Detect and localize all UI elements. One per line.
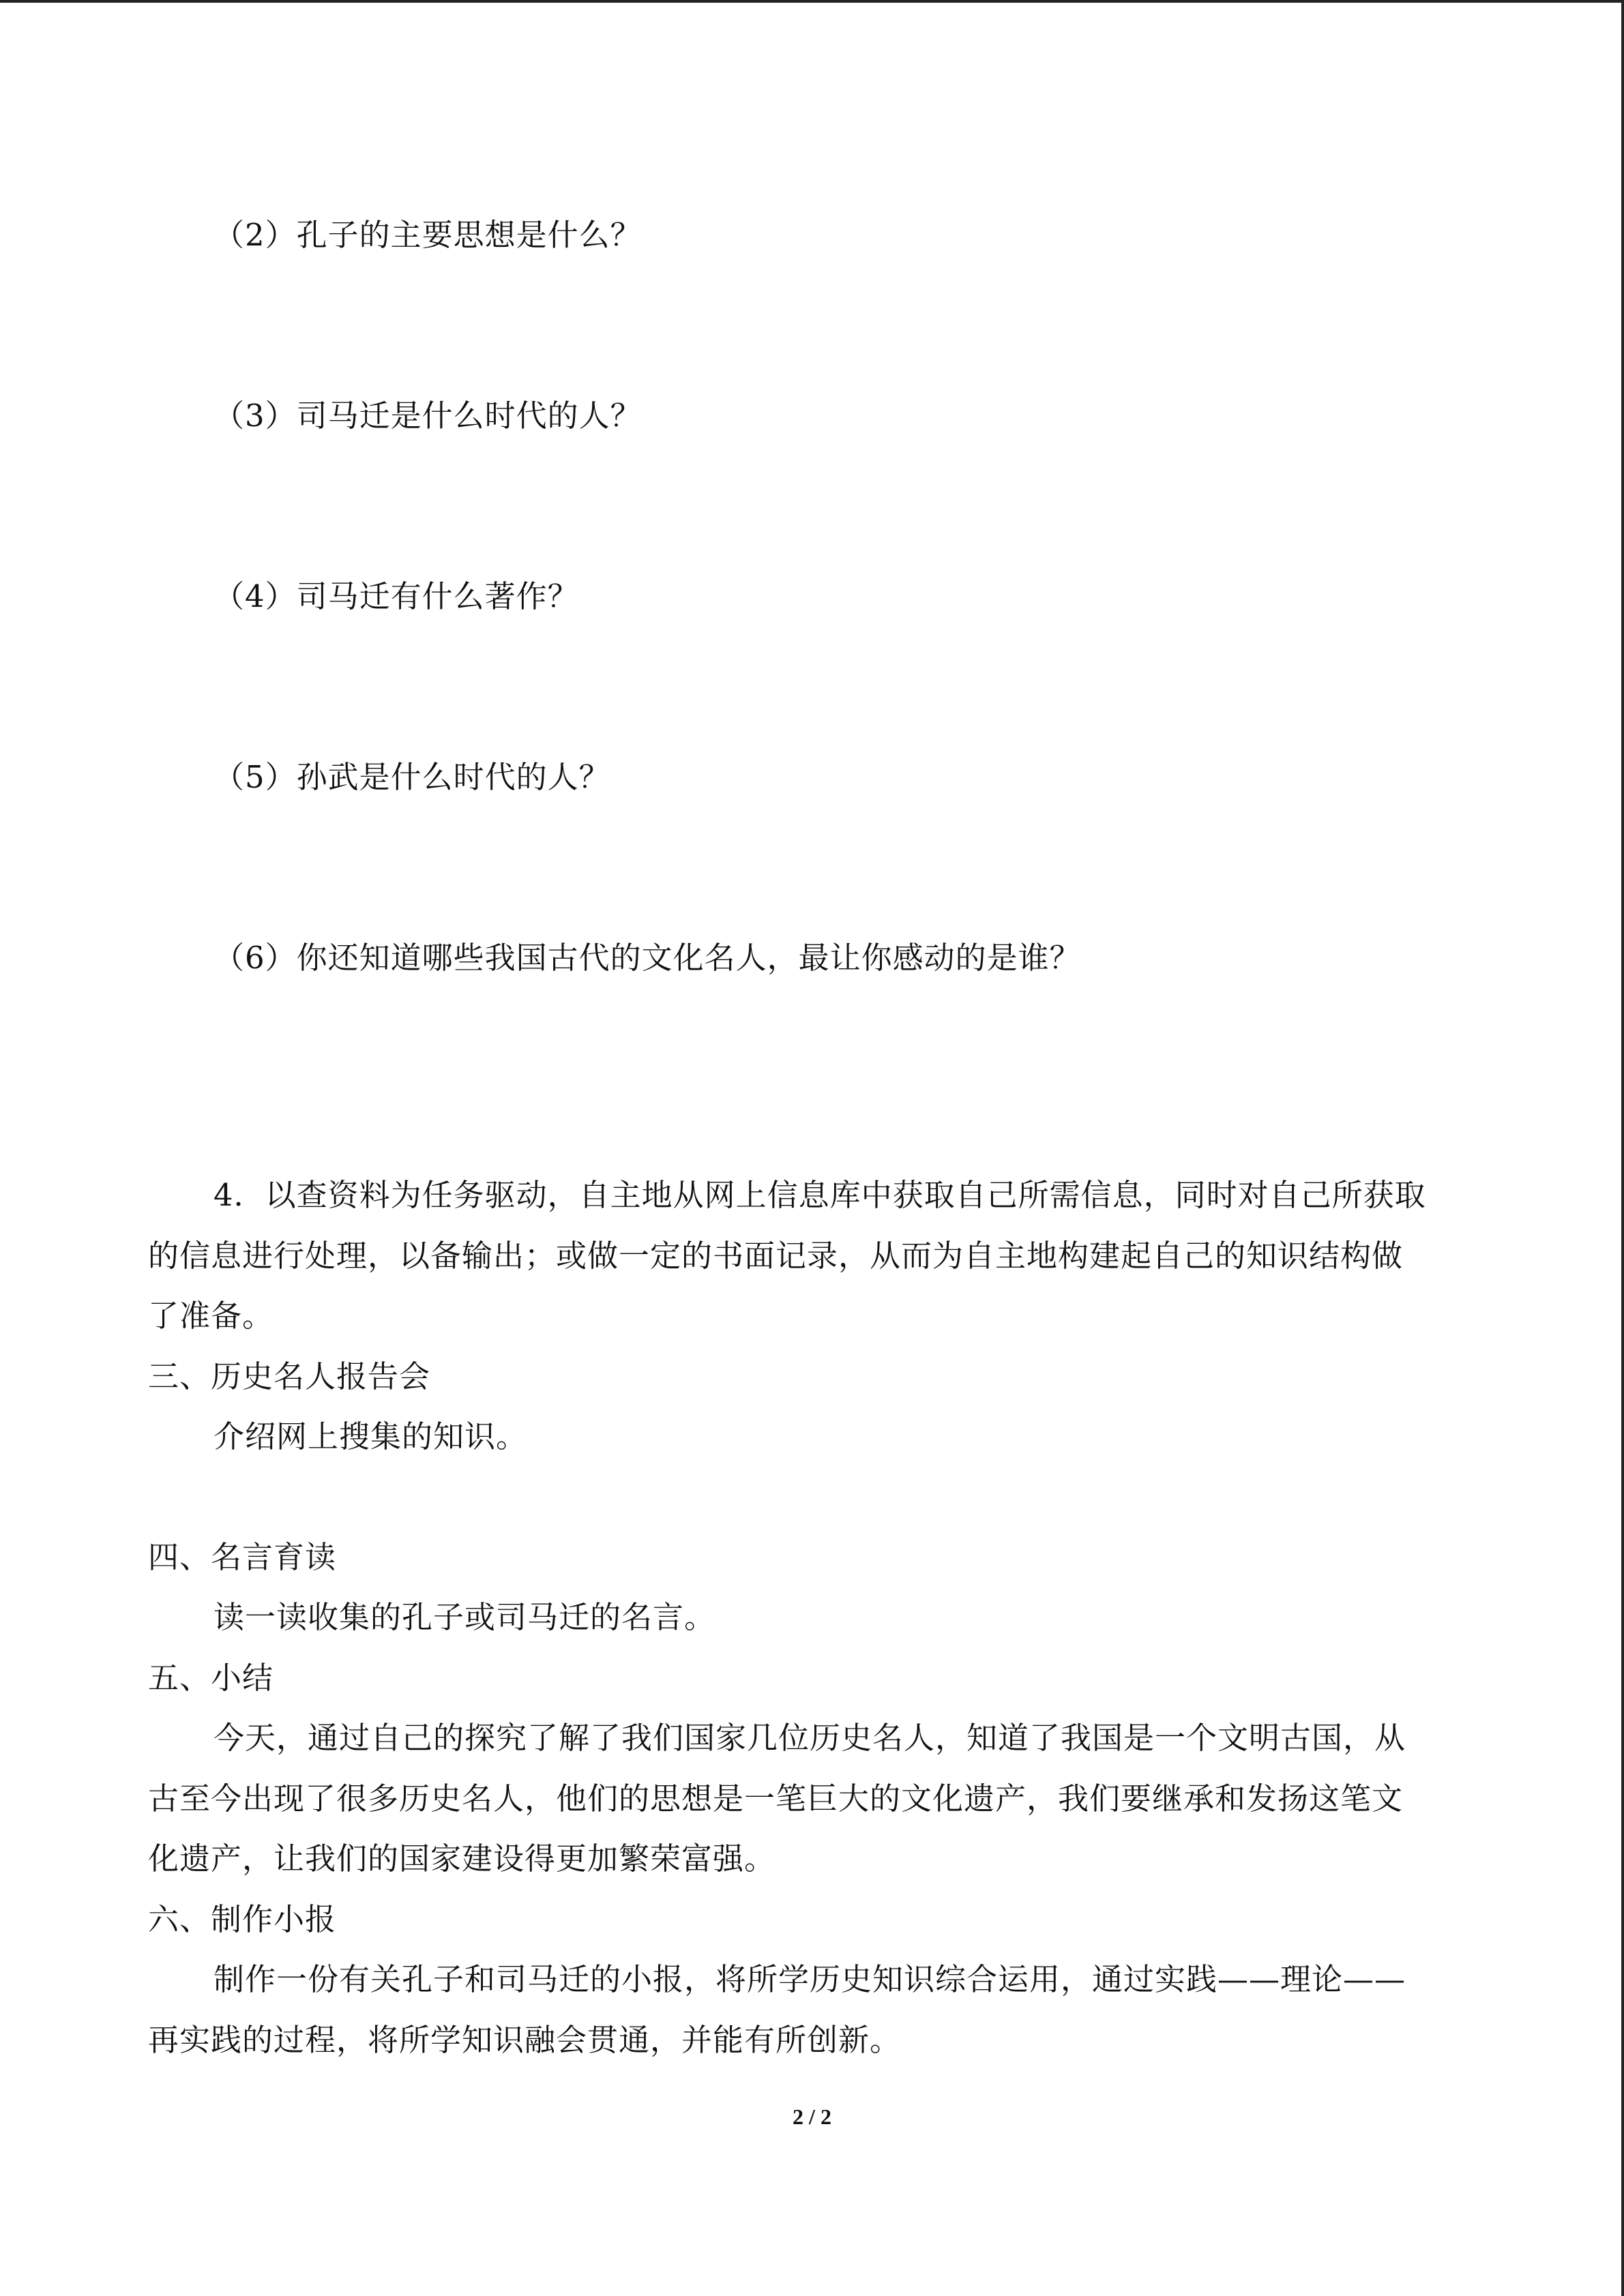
step4-line-3: 了准备。 <box>148 1298 274 1334</box>
section5-line-2: 古至今出现了很多历史名人，他们的思想是一笔巨大的文化遗产，我们要继承和发扬这笔文 <box>148 1780 1404 1817</box>
page-number: 2 / 2 <box>793 2104 831 2129</box>
page-top-border <box>0 0 1624 3</box>
question-2: （2）孔子的主要思想是什么？ <box>213 217 642 253</box>
section5-heading: 五、小结 <box>148 1660 274 1696</box>
question-4: （4）司马迁有什么著作？ <box>213 578 579 614</box>
question-3: （3）司马迁是什么时代的人？ <box>213 398 642 434</box>
section4-body: 读一读收集的孔子或司马迁的名言。 <box>213 1599 716 1635</box>
section3-body: 介绍网上搜集的知识。 <box>213 1418 528 1455</box>
section6-line-2: 再实践的过程，将所学知识融会贯通，并能有所创新。 <box>148 2022 902 2058</box>
section5-line-1: 今天，通过自己的探究了解了我们国家几位历史名人，知道了我国是一个文明古国，从 <box>213 1720 1406 1756</box>
question-5: （5）孙武是什么时代的人？ <box>213 759 610 795</box>
question-6: （6）你还知道哪些我国古代的文化名人，最让你感动的是谁？ <box>213 940 1081 976</box>
section4-heading: 四、名言育读 <box>148 1539 337 1575</box>
section6-heading: 六、制作小报 <box>148 1901 337 1937</box>
step4-line-1: 4．以查资料为任务驱动，自主地从网上信息库中获取自己所需信息，同时对自己所获取 <box>213 1177 1426 1213</box>
step4-line-2: 的信息进行处理，以备输出；或做一定的书面记录，从而为自主地构建起自己的知识结构做 <box>148 1238 1404 1274</box>
section5-line-3: 化遗产，让我们的国家建设得更加繁荣富强。 <box>148 1840 776 1877</box>
section3-heading: 三、历史名人报告会 <box>148 1358 431 1395</box>
page-right-border <box>1621 0 1624 2296</box>
section6-line-1: 制作一份有关孔子和司马迁的小报，将所学历史知识综合运用，通过实践——理论—— <box>213 1961 1406 1997</box>
